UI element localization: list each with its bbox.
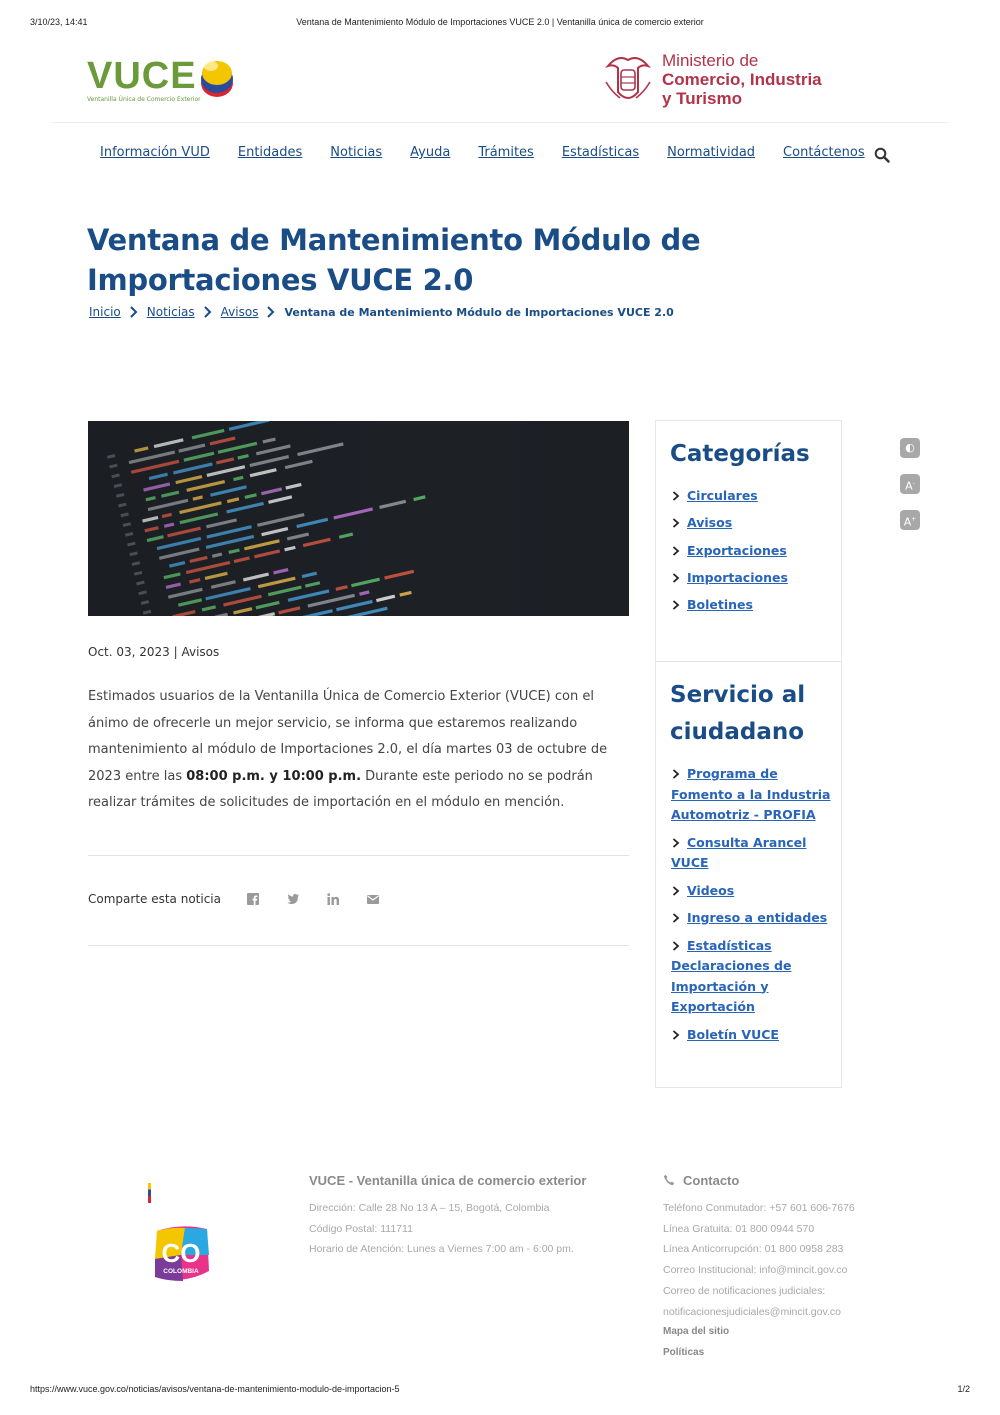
nav-item-ayuda[interactable]: Ayuda xyxy=(410,145,451,160)
breadcrumb xyxy=(89,305,674,319)
font-increase-button[interactable]: A+ xyxy=(900,510,920,530)
print-url: https://www.vuce.gov.co/noticias/avisos/ventana-de-mantenimiento-modulo-de-importacion-5 xyxy=(30,1384,400,1394)
header-divider xyxy=(52,122,948,123)
service-label: Videos xyxy=(687,882,735,898)
article-body-part-1: Estimados usuarios de la Ventanilla Única de Comercio Exterior (VUCE) con el ánimo de ofrecerle un mejor servicio, se informa que estaremos realizando mantenimiento al módulo de Importaciones 2.0, el día martes 03 de octubre de 2023 entre las xyxy=(88,689,608,784)
chevron-right-icon xyxy=(671,546,681,556)
coat-of-arms-icon xyxy=(602,52,654,106)
chevron-right-icon xyxy=(671,573,681,583)
breadcrumb-current: Ventana de Mantenimiento Módulo de Importaciones VUCE 2.0 xyxy=(284,305,674,319)
footer-email-line: Correo Institucional: info@mincit.gov.co xyxy=(663,1264,848,1277)
footer-color-bar xyxy=(148,1183,151,1203)
font-decrease-button[interactable]: A- xyxy=(900,474,920,494)
share-bar xyxy=(88,892,380,906)
service-item-estadisticas[interactable] xyxy=(671,936,836,1018)
share-divider-top xyxy=(88,855,629,856)
chevron-right-icon xyxy=(671,886,681,896)
footer-address-title: VUCE - Ventanilla única de comercio exterior xyxy=(309,1173,587,1188)
article-hero-image xyxy=(88,421,629,616)
footer-address-column xyxy=(309,1173,639,1260)
category-label: Boletines xyxy=(687,597,753,613)
print-header xyxy=(30,17,970,31)
category-item-boletines[interactable] xyxy=(671,595,836,616)
nav-item-normatividad[interactable]: Normatividad xyxy=(667,145,756,160)
ministry-logo[interactable] xyxy=(602,50,832,110)
footer-contact-column xyxy=(663,1173,923,1364)
contrast-toggle-button[interactable]: ◐ xyxy=(900,438,920,458)
code-screen-illustration xyxy=(88,421,629,616)
footer-contact-title-text: Contacto xyxy=(683,1173,740,1188)
category-item-circulares[interactable] xyxy=(671,486,836,507)
footer-phone-line: Teléfono Conmutador: +57 601 606-7676 xyxy=(663,1202,855,1214)
vuce-logo[interactable] xyxy=(87,57,247,105)
chevron-right-icon xyxy=(671,518,681,528)
breadcrumb-noticias[interactable]: Noticias xyxy=(146,305,195,319)
linkedin-icon[interactable] xyxy=(326,892,340,906)
ministry-line-1: Ministerio de xyxy=(662,51,759,70)
category-item-importaciones[interactable] xyxy=(671,568,836,589)
sidebar xyxy=(655,420,842,1088)
breadcrumb-inicio[interactable]: Inicio xyxy=(89,305,121,319)
footer-anticorruption-line: Línea Anticorrupción: 01 800 0958 283 xyxy=(663,1243,844,1256)
categories-list xyxy=(671,486,836,622)
page-title: Ventana de Mantenimiento Módulo de Importaciones VUCE 2.0 xyxy=(87,223,701,297)
print-page-count: 1/2 xyxy=(957,1384,970,1394)
chevron-right-icon xyxy=(671,913,681,923)
category-label: Avisos xyxy=(687,515,733,531)
service-title: Servicio al ciudadano xyxy=(670,682,806,745)
co-logo-text: CO xyxy=(161,1238,201,1268)
twitter-icon[interactable] xyxy=(286,892,300,906)
services-list xyxy=(671,764,836,1052)
footer-address-line: Dirección: Calle 28 No 13 A – 15, Bogotá, Colombia xyxy=(309,1202,550,1214)
category-item-exportaciones[interactable] xyxy=(671,541,836,562)
footer-notifications-email: notificacionesjudiciales@mincit.gov.co xyxy=(663,1305,841,1318)
chevron-right-icon xyxy=(671,941,681,951)
print-date: 3/10/23, 14:41 xyxy=(30,17,88,27)
print-footer xyxy=(30,1384,970,1398)
chevron-right-icon xyxy=(671,1030,681,1040)
co-logo-subtext: COLOMBIA xyxy=(163,1268,199,1275)
category-item-avisos[interactable] xyxy=(671,513,836,534)
footer-contact-title xyxy=(663,1173,923,1188)
chevron-right-icon xyxy=(129,306,139,318)
article-body-part-2: Durante este periodo no se podrán realizar trámites de solicitudes de importación en el módulo en mención. xyxy=(88,768,593,810)
service-label: Consulta Arancel VUCE xyxy=(671,834,807,870)
footer-link-sitemap[interactable]: Mapa del sitio xyxy=(663,1326,730,1338)
service-label: Boletín VUCE xyxy=(687,1026,779,1042)
chevron-right-icon xyxy=(671,838,681,848)
main-nav xyxy=(100,145,890,160)
font-increase-label: A xyxy=(903,515,912,529)
service-label: Programa de Fomento a la Industria Automotriz - PROFIA xyxy=(671,766,831,822)
facebook-icon[interactable] xyxy=(246,892,260,906)
nav-item-contactenos[interactable]: Contáctenos xyxy=(783,145,865,160)
service-item-videos[interactable] xyxy=(671,881,836,902)
colombia-flag-icon xyxy=(197,57,235,99)
article-body xyxy=(88,684,633,817)
phone-icon xyxy=(663,1174,675,1186)
co-logo-shape xyxy=(151,1225,211,1283)
ministry-line-3: y Turismo xyxy=(662,89,742,108)
article-meta: Oct. 03, 2023 | Avisos xyxy=(88,645,220,659)
share-label: Comparte esta noticia xyxy=(88,892,221,906)
colombia-co-logo xyxy=(151,1225,211,1283)
category-label: Exportaciones xyxy=(687,542,787,558)
footer-link-policies[interactable]: Políticas xyxy=(663,1346,705,1358)
chevron-right-icon xyxy=(671,769,681,779)
service-item-profia[interactable] xyxy=(671,764,836,826)
search-icon[interactable] xyxy=(874,147,890,163)
footer-notifications-label: Correo de notificaciones judiciales: xyxy=(663,1284,826,1297)
font-decrease-label: A xyxy=(905,479,913,493)
footer-postal-line: Código Postal: 111711 xyxy=(309,1222,413,1235)
service-label: Ingreso a entidades xyxy=(687,910,828,925)
footer-hours-line: Horario de Atención: Lunes a Viernes 7:00 am - 6:00 pm. xyxy=(309,1243,574,1256)
categories-title: Categorías xyxy=(670,441,810,467)
nav-item-entidades[interactable]: Entidades xyxy=(237,145,303,160)
nav-item-tramites[interactable]: Trámites xyxy=(478,145,534,160)
service-label: Estadísticas Declaraciones de Importación y Exportación xyxy=(671,937,792,1014)
breadcrumb-avisos[interactable]: Avisos xyxy=(220,305,259,319)
vuce-logo-word: VUCE xyxy=(87,55,197,97)
service-item-arancel[interactable] xyxy=(671,833,836,874)
chevron-right-icon xyxy=(266,306,276,318)
sidebar-divider xyxy=(656,661,841,662)
email-icon[interactable] xyxy=(366,892,380,906)
nav-item-informacion-vud[interactable]: Información VUD xyxy=(100,145,210,160)
article-body-highlight: 08:00 p.m. y 10:00 p.m. xyxy=(186,768,362,784)
nav-item-estadisticas[interactable]: Estadísticas xyxy=(561,145,640,160)
print-title: Ventana de Mantenimiento Módulo de Importaciones VUCE 2.0 | Ventanilla única de comercio exterior xyxy=(296,17,704,27)
service-item-ingreso[interactable] xyxy=(671,908,836,929)
share-divider-bottom xyxy=(88,945,629,946)
chevron-right-icon xyxy=(671,491,681,501)
chevron-right-icon xyxy=(203,306,213,318)
vuce-logo-tagline: Ventanilla Única de Comercio Exterior xyxy=(87,96,201,103)
category-label: Circulares xyxy=(687,488,758,503)
service-item-boletin[interactable] xyxy=(671,1025,836,1046)
category-label: Importaciones xyxy=(687,569,788,585)
nav-item-noticias[interactable]: Noticias xyxy=(330,145,383,160)
footer-free-line: Línea Gratuita: 01 800 0944 570 xyxy=(663,1222,815,1235)
ministry-line-2: Comercio, Industria xyxy=(662,70,822,89)
chevron-right-icon xyxy=(671,600,681,610)
